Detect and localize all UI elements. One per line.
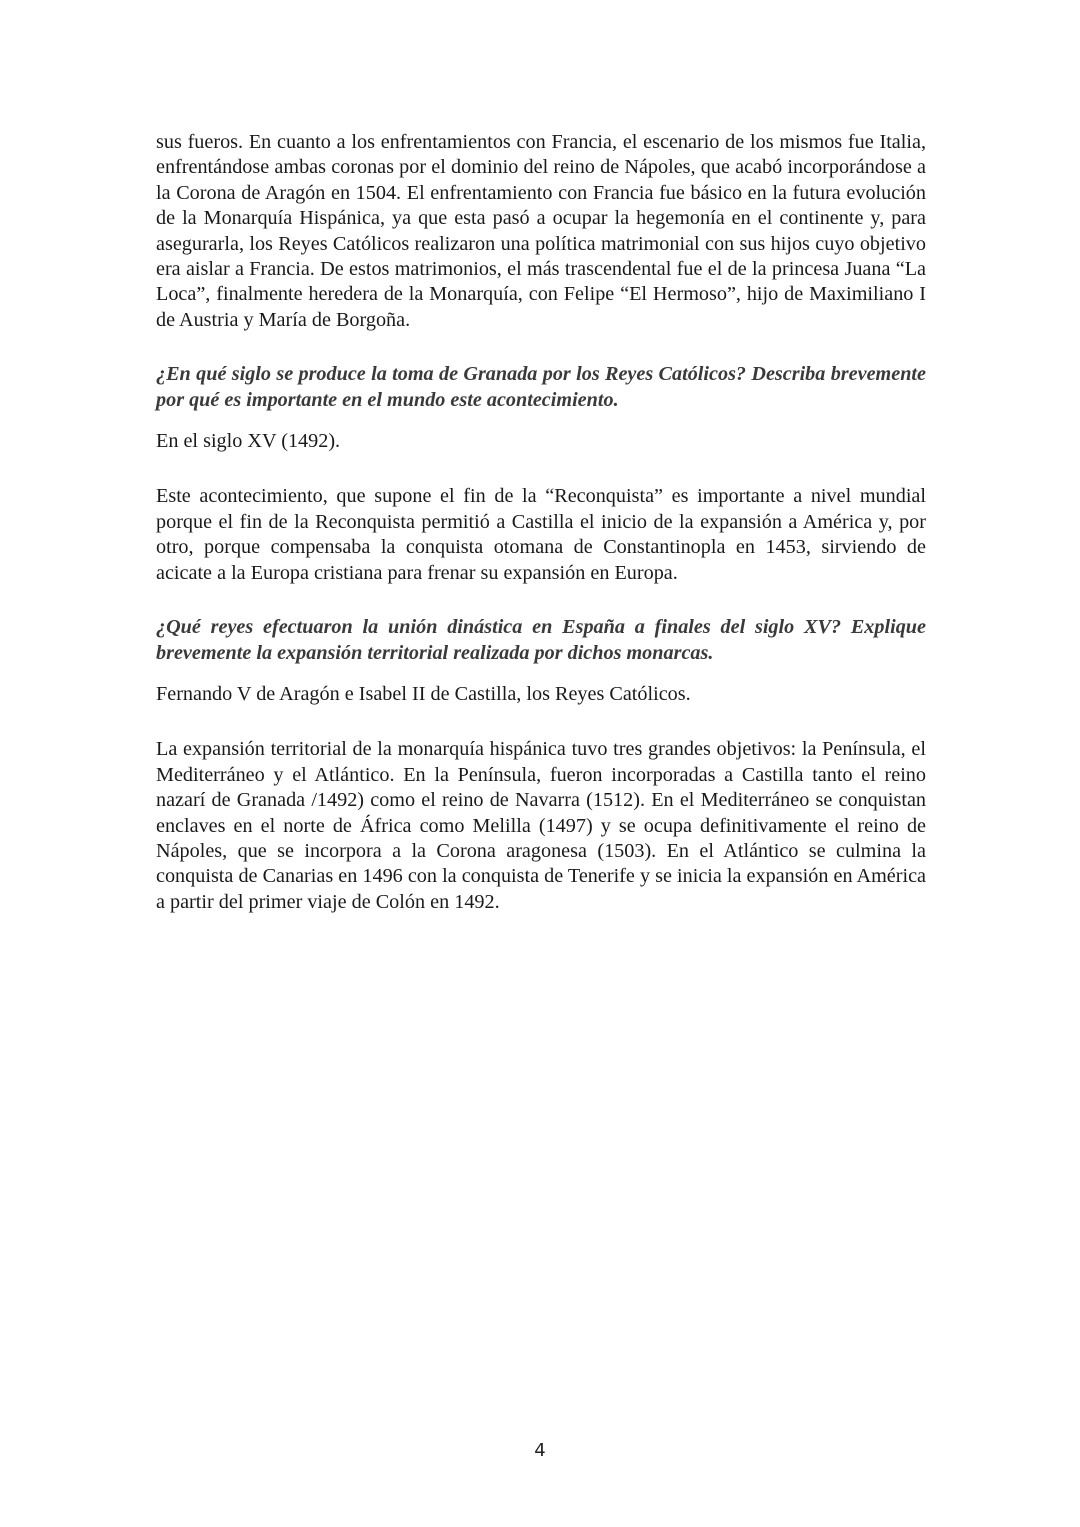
- intro-paragraph: sus fueros. En cuanto a los enfrentamientos con Francia, el escenario de los mismos fue Italia, enfrentándose ambas coronas por el dominio del reino de Nápoles, que acabó incorporándose a la Corona de Aragón en 1504. El enfrentamiento con Francia fue básico en la futura evolución de la Monarquía Hispánica, ya que esta pasó a ocupar la hegemonía en el continente y, para asegurarla, los Reyes Católicos realizaron una política matrimonial con sus hijos cuyo objetivo era aislar a Francia. De estos matrimonios, el más trascendental fue el de la princesa Juana “La Loca”, finalmente heredera de la Monarquía, con Felipe “El Hermoso”, hijo de Maximiliano I de Austria y María de Borgoña.: [156, 131, 926, 331]
- page-number: 4: [534, 1440, 546, 1461]
- answer-granada-importance: Este acontecimiento, que supone el fin de la “Reconquista” es importante a nivel mundial porque el fin de la Reconquista permitió a Castilla el inicio de la expansión a América y, por otro, porque compensaba la conquista otomana de Constantinopla en 1453, sirviendo de acicate a la Europa cristiana para frenar su expansión en Europa.: [156, 485, 926, 584]
- page-body: [156, 130, 926, 915]
- answer-granada-century: En el siglo XV (1492).: [156, 430, 341, 453]
- answer-territorial-expansion: La expansión territorial de la monarquía hispánica tuvo tres grandes objetivos: la Península, el Mediterráneo y el Atlántico. En la Península, fueron incorporadas a Castilla tanto el reino nazarí de Granada /1492) como el reino de Navarra (1512). En el Mediterráneo se conquistan enclaves en el norte de África como Melilla (1497) y se ocupa definitivamente el reino de Nápoles, que se incorpora a la Corona aragonesa (1503). En el Atlántico se culmina la conquista de Canarias en 1496 con la conquista de Tenerife y se inicia la expansión en América a partir del primer viaje de Colón en 1492.: [156, 738, 926, 913]
- question-granada: ¿En qué siglo se produce la toma de Granada por los Reyes Católicos? Describa brevemente por qué es importante en el mundo este acontecimiento.: [156, 363, 926, 411]
- question-dynastic-union: ¿Qué reyes efectuaron la unión dinástica en España a finales del siglo XV? Explique brevemente la expansión territorial realizada por dichos monarcas.: [156, 616, 926, 664]
- answer-dynastic-monarchs: Fernando V de Aragón e Isabel II de Castilla, los Reyes Católicos.: [156, 682, 691, 705]
